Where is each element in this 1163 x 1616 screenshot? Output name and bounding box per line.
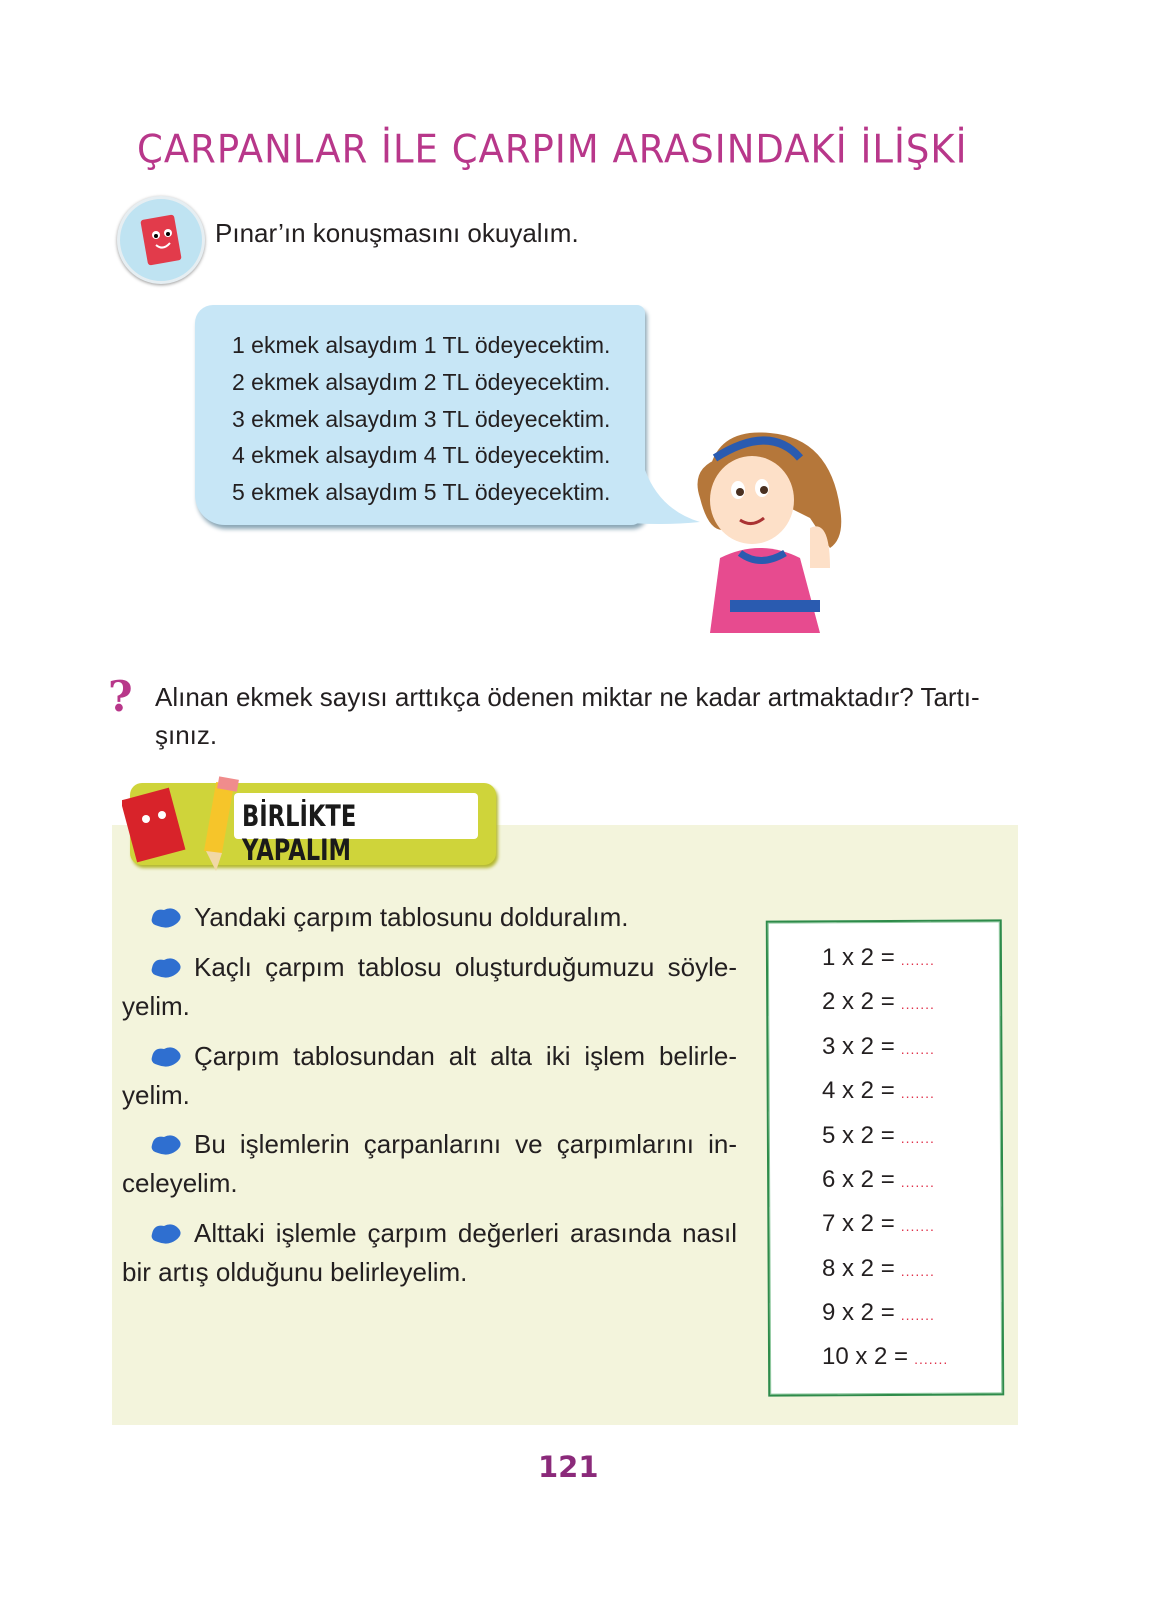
row-expression: 3 x 2 = bbox=[822, 1033, 895, 1060]
girl-illustration bbox=[690, 428, 855, 633]
table-row bbox=[822, 1033, 935, 1061]
row-expression: 8 x 2 = bbox=[822, 1255, 895, 1282]
item-text: Yandaki çarpım tablosunu dolduralım. bbox=[194, 902, 629, 932]
table-row bbox=[822, 1166, 935, 1194]
row-expression: 9 x 2 = bbox=[822, 1299, 895, 1326]
answer-blank[interactable]: ....... bbox=[900, 1085, 935, 1101]
answer-blank[interactable]: ....... bbox=[900, 1130, 935, 1146]
speech-line: 3 ekmek alsaydım 3 TL ödeyecektim. bbox=[232, 406, 611, 432]
answer-blank[interactable]: ....... bbox=[900, 1174, 935, 1190]
row-expression: 1 x 2 = bbox=[822, 944, 895, 971]
blue-splat-bullet-icon bbox=[150, 900, 182, 922]
activity-item bbox=[122, 1125, 737, 1203]
answer-blank[interactable]: ....... bbox=[900, 996, 935, 1012]
table-row bbox=[822, 1343, 948, 1371]
question-mark-icon: ? bbox=[108, 672, 133, 721]
item-text: Kaçlı çarpım tablosu oluşturduğumuzu söyleyelim. bbox=[122, 952, 737, 1021]
answer-blank[interactable]: ....... bbox=[900, 1263, 935, 1279]
activity-item bbox=[122, 898, 737, 937]
discussion-question: Alınan ekmek sayısı arttıkça ödenen miktar ne kadar artmaktadır? Tartı- bbox=[155, 682, 980, 712]
notebook-mascot-icon bbox=[117, 196, 205, 284]
answer-blank[interactable]: ....... bbox=[900, 952, 935, 968]
item-text: Çarpım tablosundan alt alta iki işlem belirleyelim. bbox=[122, 1041, 737, 1110]
page-number: 121 bbox=[538, 1450, 599, 1484]
row-expression: 7 x 2 = bbox=[822, 1210, 895, 1237]
row-expression: 2 x 2 = bbox=[822, 988, 895, 1015]
discussion-question-cont: şınız. bbox=[155, 720, 218, 750]
blue-splat-bullet-icon bbox=[150, 950, 182, 972]
page-title: ÇARPANLAR İLE ÇARPIM ARASINDAKİ İLİŞKİ bbox=[137, 126, 968, 173]
blue-splat-bullet-icon bbox=[150, 1039, 182, 1061]
speech-line: 4 ekmek alsaydım 4 TL ödeyecektim. bbox=[232, 442, 611, 468]
row-expression: 10 x 2 = bbox=[822, 1343, 909, 1370]
intro-instruction: Pınar’ın konuşmasını okuyalım. bbox=[215, 218, 579, 248]
answer-blank[interactable]: ....... bbox=[900, 1307, 935, 1323]
row-expression: 5 x 2 = bbox=[822, 1122, 895, 1149]
speech-line: 5 ekmek alsaydım 5 TL ödeyecektim. bbox=[232, 479, 611, 505]
table-row bbox=[822, 1210, 935, 1238]
item-text: Bu işlemlerin çarpanlarını ve çarpımlarını inceleyelim. bbox=[122, 1129, 737, 1198]
table-row bbox=[822, 1122, 935, 1150]
speech-line: 2 ekmek alsaydım 2 TL ödeyecektim. bbox=[232, 369, 611, 395]
answer-blank[interactable]: ....... bbox=[900, 1218, 935, 1234]
answer-blank[interactable]: ....... bbox=[914, 1351, 949, 1367]
activity-item bbox=[122, 948, 737, 1026]
banner-title: BİRLİKTE YAPALIM bbox=[242, 799, 357, 867]
blue-splat-bullet-icon bbox=[150, 1216, 182, 1238]
table-row bbox=[822, 988, 935, 1016]
book-and-pencil-mascots-icon bbox=[122, 775, 252, 873]
activity-item bbox=[122, 1214, 737, 1292]
item-text: Alttaki işlemle çarpım değerleri arasında nasıl bir artış olduğunu belirleyelim. bbox=[122, 1218, 737, 1287]
row-expression: 6 x 2 = bbox=[822, 1166, 895, 1193]
section-banner bbox=[122, 775, 498, 873]
table-row bbox=[822, 1299, 935, 1327]
table-row bbox=[822, 1077, 935, 1105]
row-expression: 4 x 2 = bbox=[822, 1077, 895, 1104]
answer-blank[interactable]: ....... bbox=[900, 1041, 935, 1057]
blue-splat-bullet-icon bbox=[150, 1127, 182, 1149]
speech-line: 1 ekmek alsaydım 1 TL ödeyecektim. bbox=[232, 332, 611, 358]
table-row bbox=[822, 944, 935, 972]
activity-item bbox=[122, 1037, 737, 1115]
table-row bbox=[822, 1255, 935, 1283]
